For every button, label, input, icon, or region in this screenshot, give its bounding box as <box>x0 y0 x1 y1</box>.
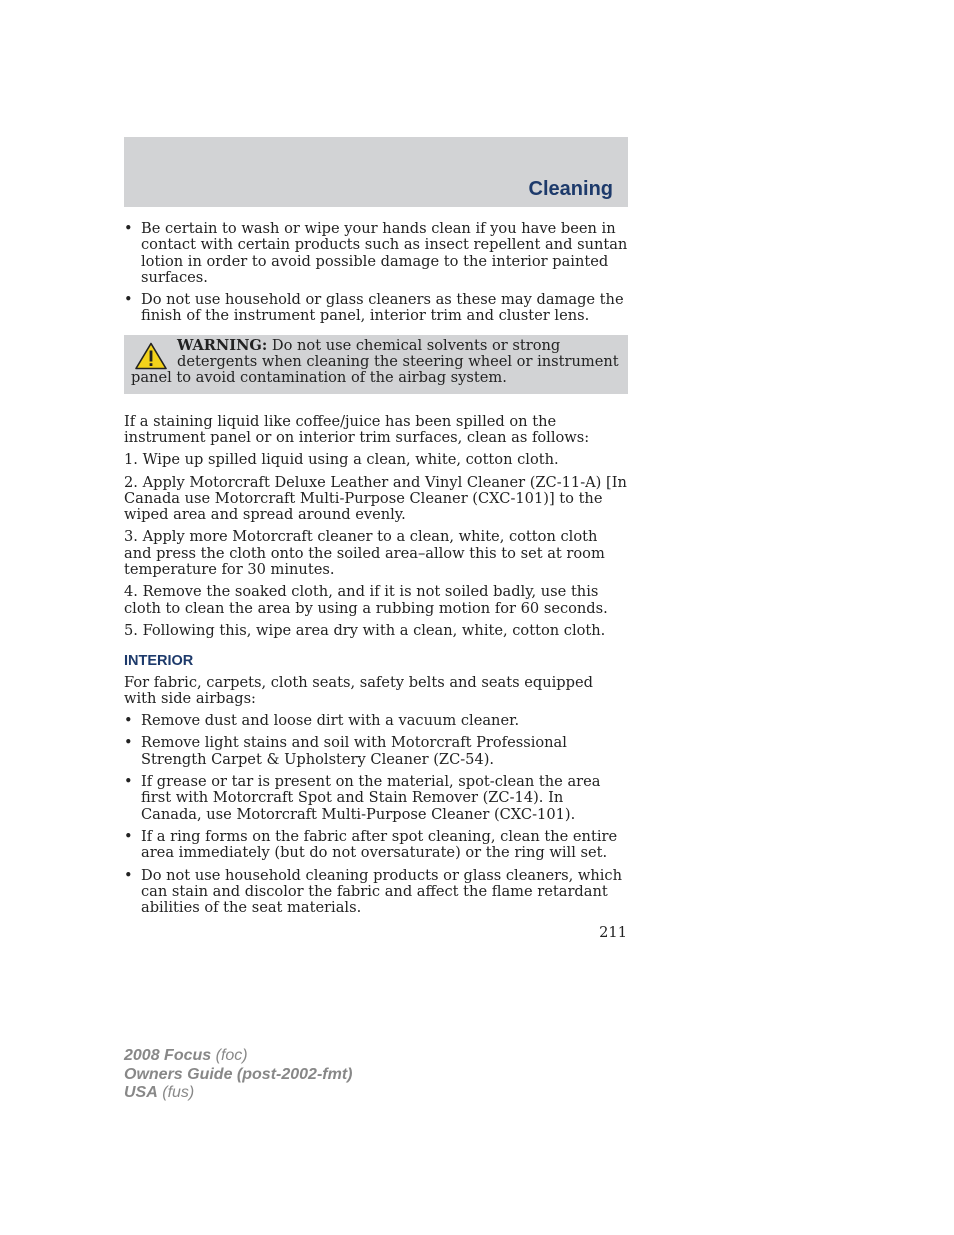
list-item <box>124 829 628 862</box>
list-item <box>124 713 628 729</box>
bullet-text: Remove dust and loose dirt with a vacuum cleaner. <box>141 712 520 730</box>
list-item <box>124 221 628 286</box>
bullet-text: Remove light stains and soil with Motorcraft Professional Strength Carpet & Upholstery Cleaner (ZC-54). <box>141 734 567 768</box>
interior-intro: For fabric, carpets, cloth seats, safety belts and seats equipped with side airbags: <box>124 673 593 707</box>
section-header <box>124 137 628 207</box>
interior-bullet-list <box>124 713 628 916</box>
interior-heading: INTERIOR <box>124 653 194 670</box>
section-title: Cleaning <box>528 178 613 200</box>
footer-line-3 <box>124 1084 352 1103</box>
page-content <box>124 221 628 922</box>
step-item: 1. Wipe up spilled liquid using a clean, white, cotton cloth. <box>124 451 559 469</box>
bullet-icon: • <box>124 866 133 884</box>
list-item <box>124 735 628 768</box>
bullet-text: Do not use household or glass cleaners as these may damage the finish of the instrument panel, interior trim and cluster lens. <box>141 291 624 325</box>
step-item: 3. Apply more Motorcraft cleaner to a clean, white, cotton cloth and press the cloth onto the soiled area–allow this to set at room temperature for 30 minutes. <box>124 528 605 579</box>
step-item: 2. Apply Motorcraft Deluxe Leather and Vinyl Cleaner (ZC-11-A) [In Canada use Motorcraft Multi-Purpose Cleaner (CXC-101)] to the wiped area and spread around evenly. <box>124 473 627 524</box>
page-number: 211 <box>599 924 627 941</box>
top-bullet-list <box>124 221 628 325</box>
bullet-icon: • <box>124 734 133 752</box>
warning-label: WARNING: <box>177 336 268 354</box>
bullet-icon: • <box>124 220 133 237</box>
warning-text: Do not use chemical solvents or strong detergents when cleaning the steering wheel or instrument panel to avoid contamination of the airbag system. <box>131 336 619 387</box>
footer-model: 2008 Focus <box>124 1047 212 1064</box>
footer-market-code: (fus) <box>162 1084 195 1101</box>
list-item <box>124 868 628 917</box>
bullet-text: If a ring forms on the fabric after spot cleaning, clean the entire area immediately (but do not oversaturate) or the ring will set. <box>141 827 618 862</box>
footer-line-2 <box>124 1066 352 1085</box>
footer-market: USA <box>124 1084 158 1101</box>
bullet-text: Do not use household cleaning products or glass cleaners, which can stain and discolor the fabric and affect the flame retardant abilities of the seat materials. <box>141 866 622 917</box>
list-item <box>124 292 628 325</box>
document-footer <box>124 1047 352 1103</box>
list-item <box>124 774 628 823</box>
intro-paragraph: If a staining liquid like coffee/juice has been spilled on the instrument panel or on interior trim surfaces, clean as follows: <box>124 412 590 446</box>
warning-triangle-icon <box>135 342 167 370</box>
bullet-icon: • <box>124 827 133 845</box>
step-item: 5. Following this, wipe area dry with a clean, white, cotton cloth. <box>124 621 606 639</box>
bullet-icon: • <box>124 712 133 730</box>
step-item: 4. Remove the soaked cloth, and if it is not soiled badly, use this cloth to clean the area by using a rubbing motion for 60 seconds. <box>124 583 608 617</box>
bullet-icon: • <box>124 773 133 791</box>
footer-model-code: (foc) <box>215 1047 248 1064</box>
footer-guide: Owners Guide (post-2002-fmt) <box>124 1065 353 1083</box>
footer-line-1 <box>124 1047 352 1066</box>
warning-box <box>124 335 628 394</box>
bullet-text: If grease or tar is present on the material, spot-clean the area first with Motorcraft Spot and Stain Remover (ZC-14). In Canada, use Motorcraft Multi-Purpose Cleaner (CXC-101). <box>141 773 601 823</box>
bullet-text: Be certain to wash or wipe your hands clean if you have been in contact with certain products such as insect repellent and suntan lotion in order to avoid possible damage to the interior painted surfaces. <box>141 220 628 286</box>
bullet-icon: • <box>124 291 133 309</box>
